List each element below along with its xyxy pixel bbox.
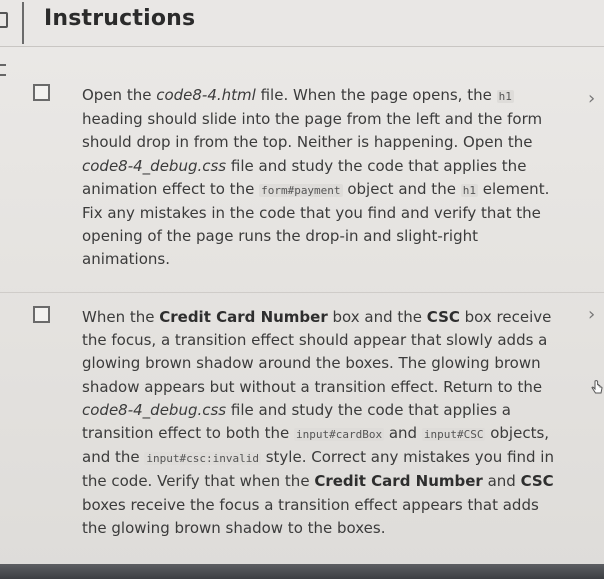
text-run: style. Correct any mistakes you find in the code. Verify that when the [82,448,554,491]
code-snippet: input#CSC [423,428,484,442]
bottom-toolbar [0,564,604,579]
text-run: box and the [327,308,427,326]
file-name: code8-4_debug.css [82,156,227,175]
field-name: CSC [426,308,460,326]
text-run: and [482,472,521,491]
header [0,0,604,46]
text-run: and [384,424,422,443]
text-run: Open the [82,86,157,104]
text-run: When the [82,308,160,326]
code-snippet: h1 [462,183,476,197]
page-title: Instructions [44,6,196,31]
code-snippet: h1 [498,90,512,103]
task-text [82,84,566,272]
field-name: CSC [520,472,554,491]
code-snippet: input#csc:invalid [146,452,259,466]
task-item [0,70,604,292]
task-checkbox[interactable] [33,306,50,323]
header-rule [0,46,604,47]
text-run: file and study the code that applies a transition effect to both the [82,400,511,443]
chevron-right-icon[interactable]: › [588,88,596,109]
field-name: Credit Card Number [159,308,328,326]
header-divider [22,2,24,44]
task-text [82,306,566,540]
file-name: code8-4_debug.css [82,400,227,419]
text-run: objects, and the [82,424,550,467]
file-name: code8-4.html [156,86,256,104]
text-run: box receive the focus, a transition effect should appear that slowly adds a glowing brown shadow around the boxes. The glowing brown shadow appears but without a transition effect. Return to the [82,308,552,396]
code-snippet: input#cardBox [296,428,383,442]
text-run: boxes receive the focus a transition effect appears that adds the glowing brown shadow to the boxes. [82,495,539,537]
task-checkbox[interactable] [33,84,50,101]
task-item [0,292,604,554]
text-run: object and the [342,179,461,198]
chevron-right-icon[interactable]: › [588,304,596,325]
text-run: file. When the page opens, the [255,86,497,104]
code-snippet: form#payment [261,183,341,197]
text-run: element. Fix any mistakes in the code that you find and verify that the opening of the page runs the drop-in and slight-right animations. [82,179,550,269]
hand-cursor-icon [590,380,604,396]
collapsed-panel-icon[interactable] [0,12,8,28]
field-name: Credit Card Number [314,472,483,491]
text-run: heading should slide into the page from the left and the form should drop in from the top. Neither is happening. Open the [82,110,543,152]
text-run: file and study the code that applies the animation effect to the [82,156,527,198]
